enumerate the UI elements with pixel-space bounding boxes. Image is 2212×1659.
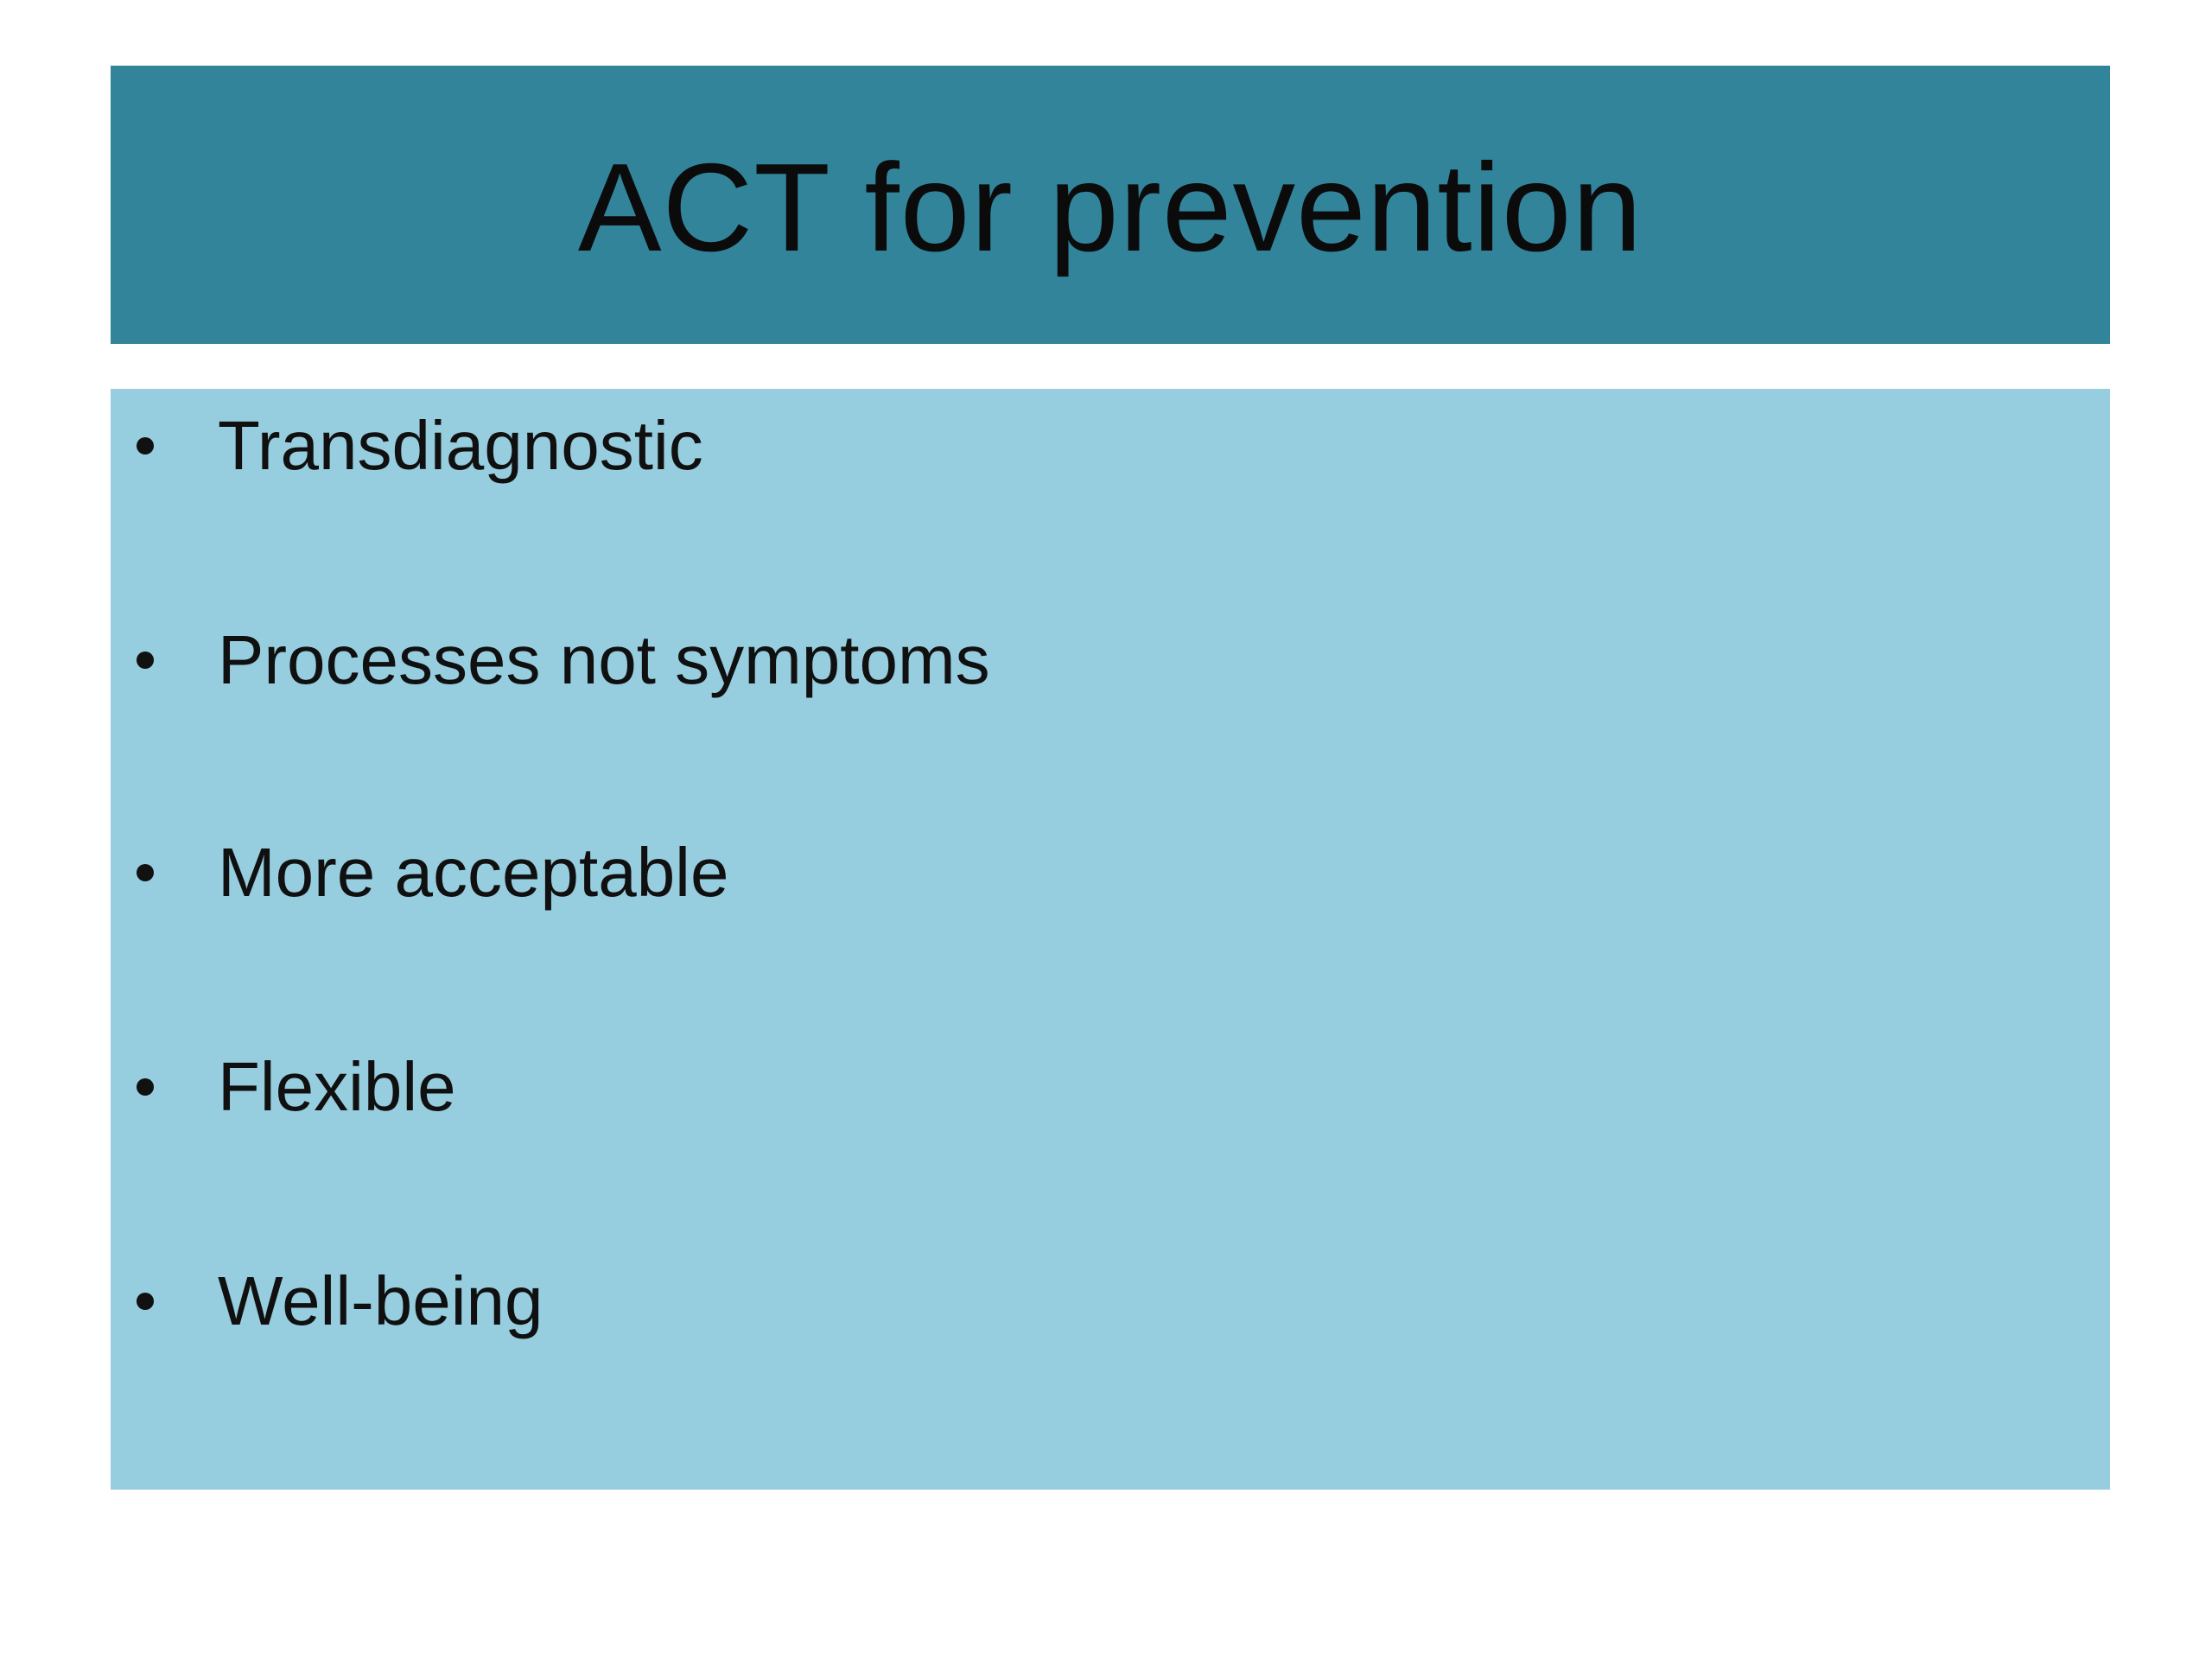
bullet-dot-icon [137, 437, 154, 454]
bullet-text: Flexible [218, 1048, 456, 1125]
bullet-text: Well-being [218, 1262, 543, 1339]
bullet-dot-icon [137, 1078, 154, 1096]
bullet-dot-icon [137, 864, 154, 881]
slide-title: ACT for prevention [577, 137, 1643, 277]
bullet-text: More acceptable [218, 834, 729, 911]
bullet-dot-icon [137, 1293, 154, 1310]
bullet-dot-icon [137, 652, 154, 669]
bullet-text: Processes not symptoms [218, 621, 990, 698]
bullet-text: Transdiagnostic [218, 407, 703, 484]
